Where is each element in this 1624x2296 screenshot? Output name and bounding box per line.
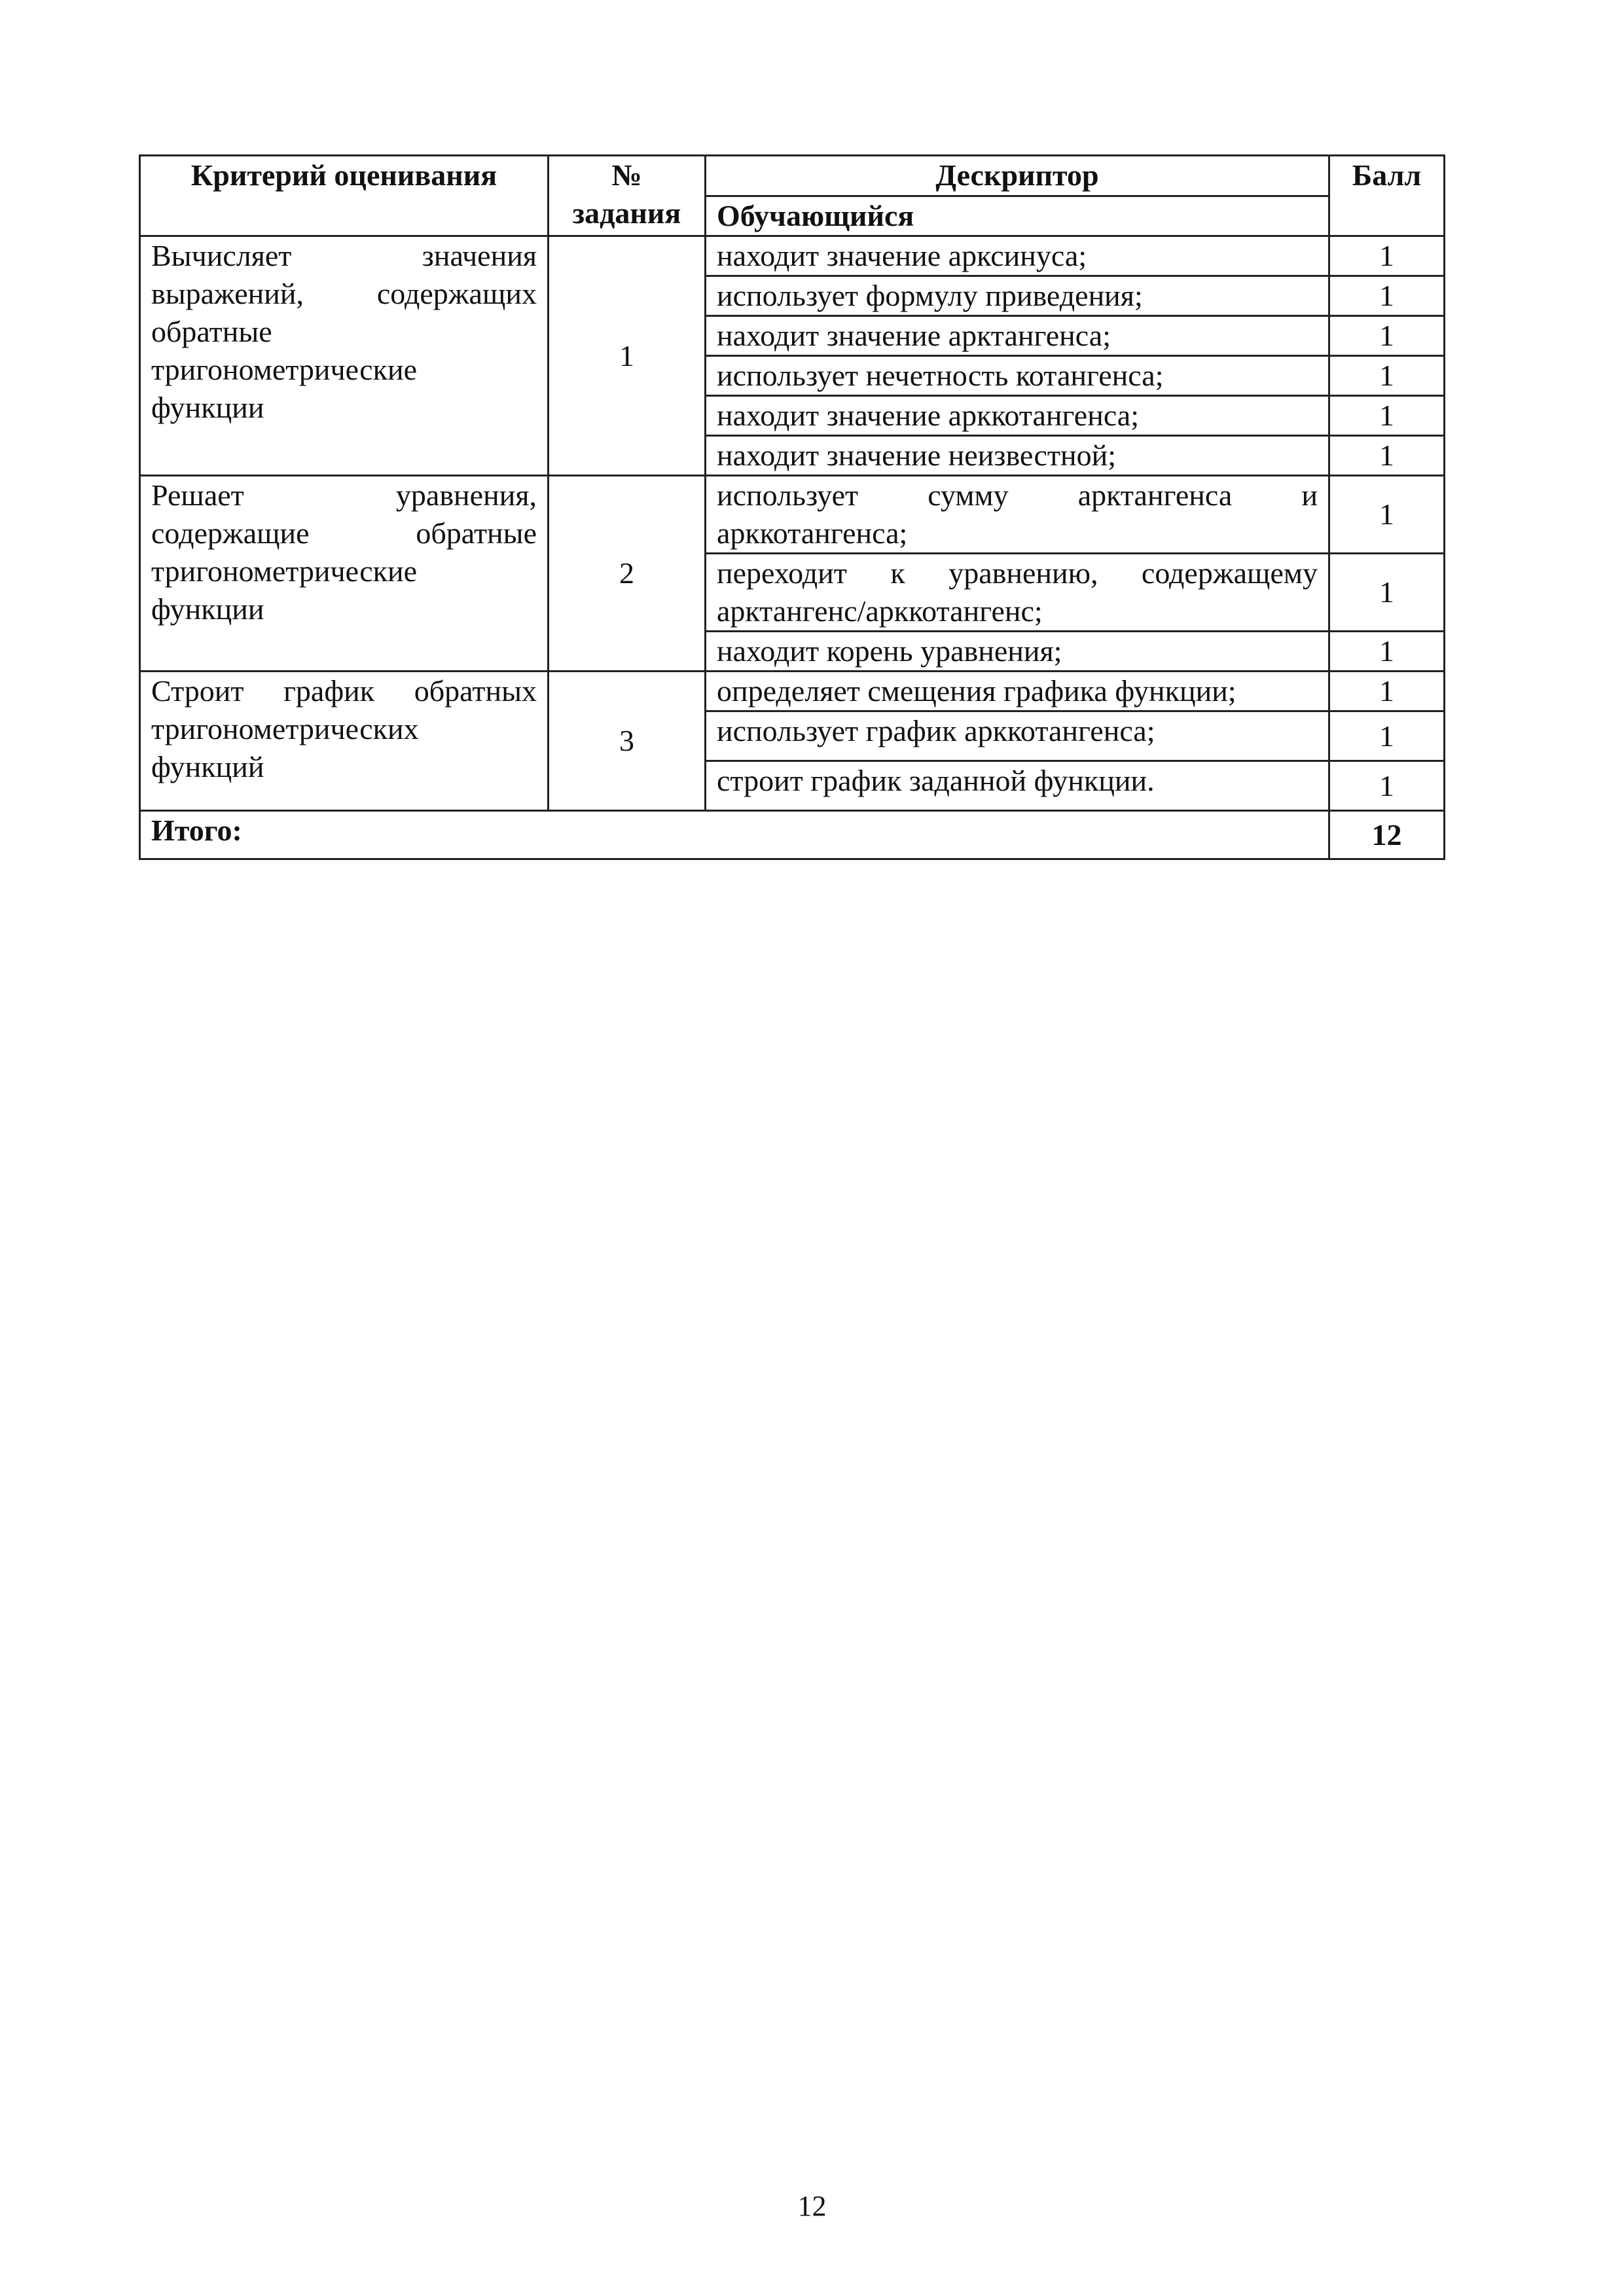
descriptor-cell: использует формулу приведения; <box>706 276 1329 316</box>
score-cell: 1 <box>1329 476 1445 554</box>
score-cell: 1 <box>1329 436 1445 476</box>
descriptor-cell: использует сумму арктангенса и арккотангенса; <box>706 476 1329 554</box>
score-cell: 1 <box>1329 711 1445 761</box>
header-descriptor-subject: Обучающийся <box>706 196 1329 236</box>
total-label: Итого: <box>140 811 1329 859</box>
task-number-cell: 3 <box>549 672 706 811</box>
score-cell: 1 <box>1329 396 1445 436</box>
descriptor-cell: находит значение арккотангенса; <box>706 396 1329 436</box>
table-row <box>140 672 1445 711</box>
score-cell: 1 <box>1329 632 1445 672</box>
table-header-row <box>140 156 1445 196</box>
criterion-cell: Строит график обратных тригонометрических функций <box>140 672 549 811</box>
header-task-number-line2: задания <box>572 196 681 230</box>
total-row <box>140 811 1445 859</box>
header-descriptor: Дескриптор <box>706 156 1329 196</box>
descriptor-cell: находит корень уравнения; <box>706 632 1329 672</box>
descriptor-cell: находит значение неизвестной; <box>706 436 1329 476</box>
descriptor-cell: находит значение арктангенса; <box>706 316 1329 356</box>
score-cell: 1 <box>1329 316 1445 356</box>
score-cell: 1 <box>1329 672 1445 711</box>
table-row <box>140 236 1445 276</box>
header-task-number <box>549 156 706 236</box>
descriptor-cell: переходит к уравнению, содержащему арктангенс/арккотангенс; <box>706 554 1329 632</box>
assessment-criteria-table <box>139 154 1445 860</box>
descriptor-cell: находит значение арксинуса; <box>706 236 1329 276</box>
descriptor-cell: определяет смещения графика функции; <box>706 672 1329 711</box>
score-cell: 1 <box>1329 276 1445 316</box>
total-value: 12 <box>1329 811 1445 859</box>
table-row <box>140 476 1445 554</box>
score-cell: 1 <box>1329 554 1445 632</box>
header-task-number-line1: № <box>611 158 642 192</box>
header-criterion: Критерий оценивания <box>140 156 549 236</box>
criterion-cell: Вычисляет значения выражений, содержащих обратные тригонометрические функции <box>140 236 549 476</box>
score-cell: 1 <box>1329 761 1445 811</box>
page-number: 12 <box>797 2190 827 2222</box>
task-number-cell: 1 <box>549 236 706 476</box>
descriptor-cell: использует график арккотангенса; <box>706 711 1329 761</box>
descriptor-cell: использует нечетность котангенса; <box>706 356 1329 396</box>
criterion-cell: Решает уравнения, содержащие обратные тригонометрические функции <box>140 476 549 672</box>
header-score: Балл <box>1329 156 1445 236</box>
task-number-cell: 2 <box>549 476 706 672</box>
score-cell: 1 <box>1329 356 1445 396</box>
score-cell: 1 <box>1329 236 1445 276</box>
descriptor-cell: строит график заданной функции. <box>706 761 1329 811</box>
